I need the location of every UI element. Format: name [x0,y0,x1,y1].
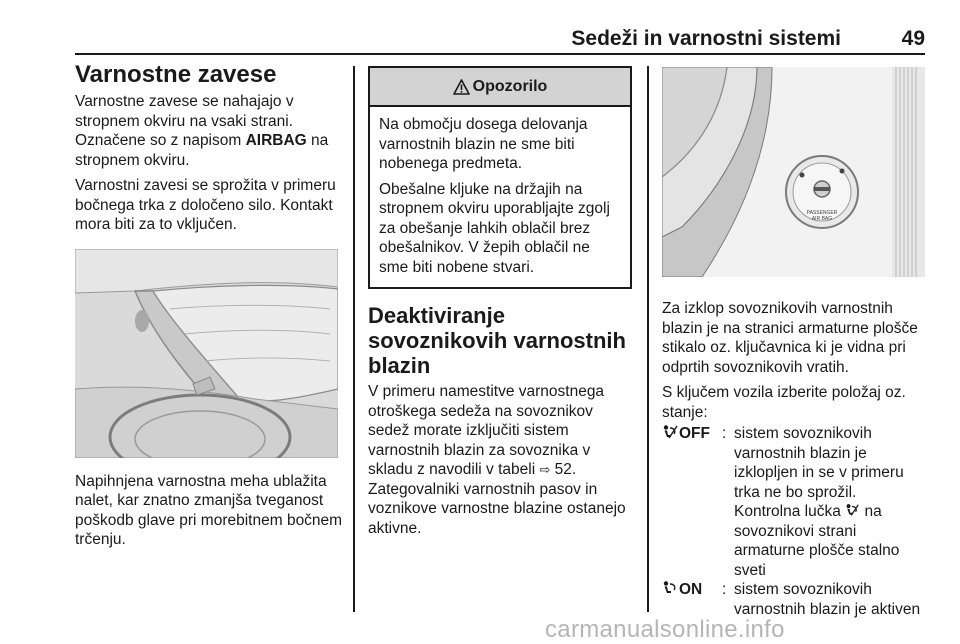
switch-paragraph-2: S ključem vozila izberite položaj oz. stanje: [662,384,906,421]
warning-paragraph-2: Obešalne kljuke na držajih na stropnem okviru uporabljajte zgolj za obešanje lahkih oblačil brez obešalnikov. V žepih oblačil ne sme biti nobene stvari. [379,180,610,276]
watermark: carmanualsonline.info [545,616,785,643]
curtain-airbags-paragraph-2: Varnostni zavesi se sprožita v primeru bočnega trka z določeno silo. Kontakt mora biti za to vključen. [75,177,336,233]
off-desc-text-b: na sovoznikovi strani armaturne plošče stalno sveti [734,503,900,579]
warning-header [370,68,630,107]
right-column [662,62,925,619]
page-header [75,27,925,51]
deactivation-text: V primeru namestitve varnostnega otroškega sedeža na sovoznikov sedež morate izključiti sistem varnostnih blazin za sovoznika v skladu z navodili v tabeli [368,383,605,478]
definition-desc-on [734,580,925,619]
warning-title: Opozorilo [472,77,548,95]
curtain-airbag-drawing [75,249,338,458]
para1-text-a: Varnostne zavese se nahajajo v stropnem okviru na vsaki strani. Označene so z napisom [75,93,294,149]
airbag-label-bold: AIRBAG [245,132,307,149]
definition-separator-on: : [722,581,727,598]
definition-term-on [662,580,722,619]
switch-paragraph-1: Za izklop sovoznikovih varnostnih blazin je na stranici armaturne plošče stikalo oz. ključavnica ki je vidna pri odprtih sovoznikovih vratih. [662,300,918,376]
section-title: Sedeži in varnostni sistemi [571,27,841,50]
page-reference-arrow-icon: ⇨ [539,462,551,477]
airbag-off-icon [662,424,679,441]
airbag-switch-drawing [662,67,925,277]
para1-text-b: na stropnem okviru. [75,132,329,169]
definition-term-off [662,424,722,580]
column-divider-right [647,66,649,612]
airbag-switch-illustration [662,67,925,277]
definition-separator-off: : [722,425,727,442]
deactivation-heading: Deaktiviranje sovoznikovih varnostnih blazin [368,303,626,378]
state-definition-list [662,424,925,619]
curtain-airbags-heading: Varnostne zavese [75,61,277,88]
warning-body [370,107,630,287]
curtain-airbag-illustration [75,249,338,458]
airbag-on-icon [662,580,679,597]
illustration-caption: Napihnjena varnostna meha ublažita nalet, kar znatno zmanjša tveganost poškodb glave pri morebitnem bočnem trčenju. [75,472,343,548]
definition-row-on [662,580,925,619]
definition-row-off [662,424,925,580]
on-desc-text: sistem sovoznikovih varnostnih blazin je aktiven [734,581,921,618]
state-on-label: ON [679,581,703,598]
airbag-off-indicator-icon [845,503,860,518]
switch-label-line-1: PASSENGER [806,210,838,216]
warning-paragraph-1: Na območju dosega delovanja varnostnih blazin ne sme biti nobenega predmeta. [379,116,588,172]
switch-label-line-2: AIR BAG [811,216,833,222]
warning-box [368,66,632,289]
warning-triangle-icon [453,79,470,95]
deactivation-paragraph-2: Zategovalniki varnostnih pasov in voznikove varnostne blazine ostanejo aktivne. [368,480,626,537]
deactivation-paragraph-1 [368,382,632,480]
state-off-label: OFF [679,425,710,442]
page-reference-link[interactable]: 52. [550,461,577,478]
off-desc-text-a: sistem sovoznikovih varnostnih blazin je izklopljen in se v primeru trka ne bo sprožil. Kontrolna lučka [734,425,904,520]
left-column [75,62,345,556]
column-divider-left [353,66,355,612]
page-number: 49 [901,27,925,50]
curtain-airbags-paragraph-1 [75,92,345,170]
middle-column [368,66,632,544]
header-rule [75,53,925,55]
definition-desc-off [734,424,925,580]
